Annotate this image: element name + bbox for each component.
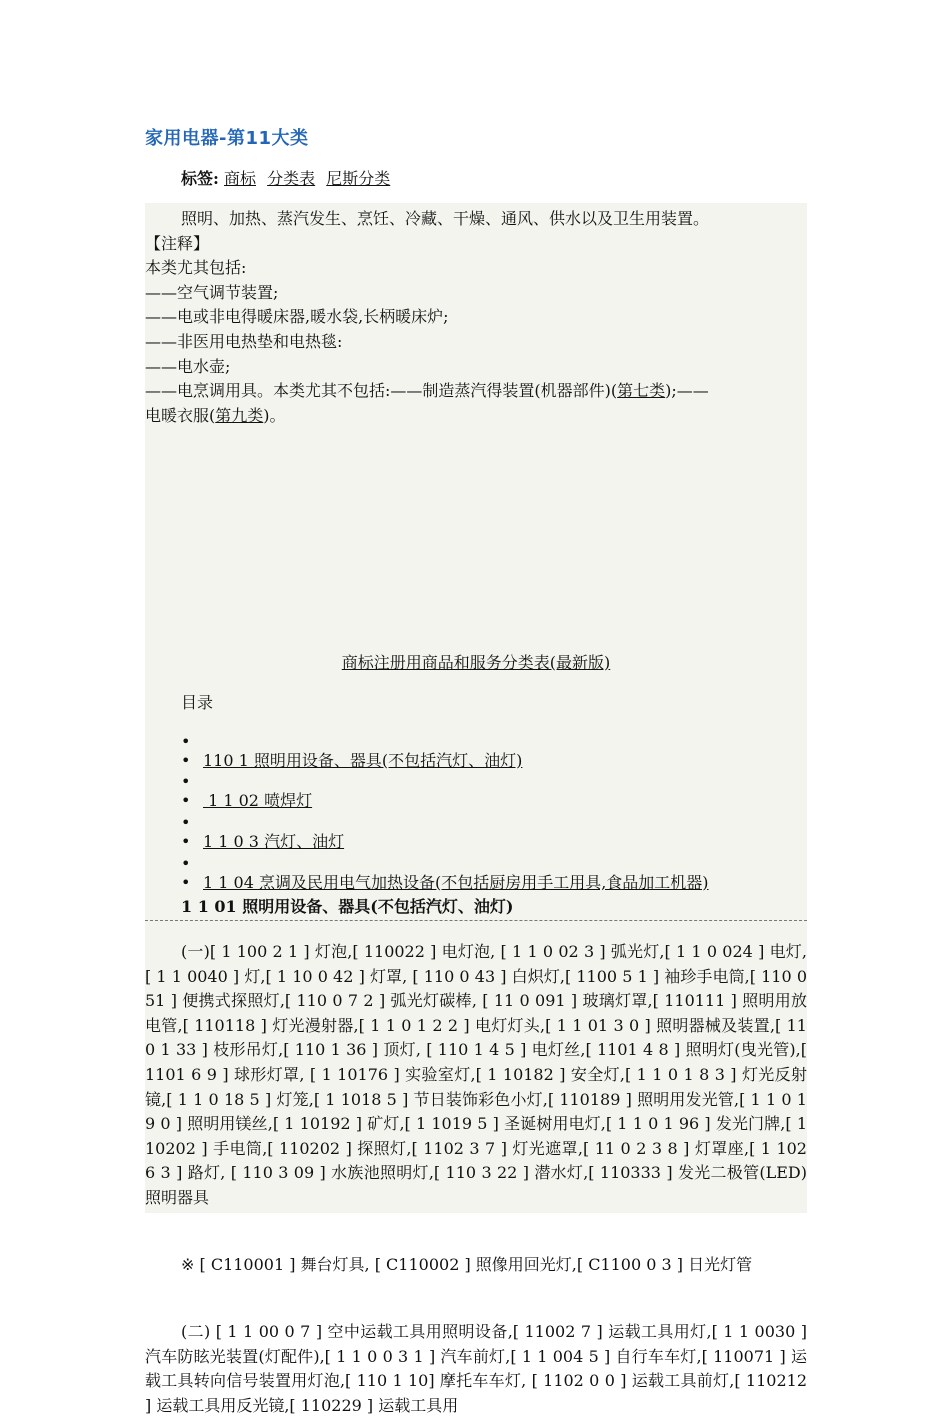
toc-item [181, 813, 344, 852]
toc-list [181, 772, 312, 811]
section-divider [145, 920, 807, 921]
intro-text: )。 [263, 405, 286, 425]
tags-row [181, 166, 396, 189]
goods-paragraph-2: ※ [ C110001 ] 舞台灯具, [ C110002 ] 照像用回光灯,[ C1100 0 3 ] 日光灯管 [181, 1255, 753, 1274]
note-label: 【注释】 [145, 233, 210, 253]
intro-line: 照明、加热、蒸汽发生、烹饪、冷藏、干燥、通风、供水以及卫生用装置。 [181, 209, 710, 228]
intro-line: ——电水壶; [145, 356, 231, 376]
toc-item [181, 854, 709, 893]
classification-table-link-wrap [145, 650, 807, 673]
toc-link[interactable]: 110 1 照明用设备、器具(不包括汽灯、油灯) [203, 751, 523, 770]
toc-list [181, 854, 709, 893]
tag-link-trademark[interactable]: 商标 [224, 169, 257, 188]
intro-text: 电暖衣服( [145, 405, 216, 425]
page-title: 家用电器-第11大类 [145, 128, 309, 149]
intro-line: ——空气调节装置; [145, 282, 279, 302]
goods-paragraph-1: (一)[ 1 100 2 1 ] 灯泡,[ 110022 ] 电灯泡, [ 1 1 0 02 3 ] 弧光灯,[ 1 1 0 024 ] 电灯,[ 1 1 0040 ] 灯,[ 1 10 0 42 ] 灯罩, [ 110 0 43 ] 白炽灯,[ 1100 5 1 ] 袖珍手电筒,[ 110 0 51 ] 便携式探照灯,[ 110 0 7 2 ] 弧光灯碳棒, [ 11 0 091 ] 玻璃灯罩,[ 110111 ] 照明用放电管,[ 110118 ] 灯光漫射器,[ 1 1 0 1 2 2 ] 电灯灯头,[ 1 1 01 3 0 ] 照明器械及装置,[ 110 1 33 ] 枝形吊灯,[ 110 1 36 ] 顶灯, [ 110 1 4 5 ] 电灯丝,[ 1101 4 8 ] 照明灯(曳光管),[ 1101 6 9 ] 球形灯罩, [ 1 10176 ] 实验室灯,[ 1 10182 ] 安全灯,[ 1 1 0 1 8 3 ] 灯光反射镜,[ 1 1 0 18 5 ] 灯笼,[ 1 1018 5 ] 节日装饰彩色小灯,[ 110189 ] 照明用发光管,[ 1 1 0 1 9 0 ] 照明用镁丝,[ 1 10192 ] 矿灯,[ 1 1019 5 ] 圣诞树用电灯,[ 1 1 0 1 96 ] 发光门牌,[ 1 10202 ] 手电筒,[ 110202 ] 探照灯,[ 1102 3 7 ] 灯光遮罩,[ 11 0 2 3 8 ] 灯罩座,[ 1 102 6 3 ] 路灯, [ 110 3 09 ] 水族池照明灯,[ 110 3 22 ] 潜水灯,[ 110333 ] 发光二极管(LED)照明器具 [145, 942, 807, 1207]
toc-link[interactable]: 1 1 0 3 汽灯、油灯 [203, 832, 345, 851]
bullet-icon: • • [181, 854, 191, 892]
goods-paragraph-3: (二) [ 1 1 00 0 7 ] 空中运载工具用照明设备,[ 11002 7 ] 运载工具用灯,[ 1 1 0030 ] 汽车防眩光装置(灯配件),[ 1 1 0 0 3 1 ] 汽车前灯,[ 1 1 004 5 ] 自行车车灯,[ 110071 ] 运载工具转向信号装置用灯泡,[ 110 1 10] 摩托车车灯, [ 1102 0 0 ] 运载工具前灯,[ 110212 ] 运载工具用反光镜,[ 110229 ] 运载工具用 [145, 1322, 807, 1415]
intro-line: 本类尤其包括: [145, 258, 247, 278]
toc-list [181, 732, 522, 771]
tags-label: 标签: [181, 169, 219, 188]
toc-link[interactable]: 1 1 02 喷焊灯 [203, 791, 313, 810]
toc-heading: 目录 [181, 693, 214, 712]
intro-text: );—— [665, 381, 709, 401]
toc-list [181, 813, 344, 852]
tag-link-nice[interactable]: 尼斯分类 [326, 169, 391, 188]
class-9-link[interactable]: 第九类 [215, 405, 264, 425]
toc-item [181, 772, 312, 811]
toc-item [181, 732, 522, 771]
toc-link[interactable]: 1 1 04 烹调及民用电气加热设备(不包括厨房用手工用具,食品加工机器) [203, 873, 709, 892]
intro-line: ——电或非电得暖床器,暖水袋,长柄暖床炉; [145, 307, 449, 327]
bullet-icon: • • [181, 732, 191, 770]
intro-line [145, 379, 709, 404]
intro-line [145, 404, 286, 429]
intro-line: ——非医用电热垫和电热毯: [145, 332, 343, 351]
section-title: 1 1 01 照明用设备、器具(不包括汽灯、油灯) [181, 897, 514, 916]
class-7-link[interactable]: 第七类 [617, 381, 666, 401]
bullet-icon: • • [181, 813, 191, 851]
classification-table-link[interactable]: 商标注册用商品和服务分类表(最新版) [341, 653, 611, 672]
article-body [145, 203, 807, 1415]
bullet-icon: • • [181, 772, 191, 810]
intro-text: ——电烹调用具。本类尤其不包括:——制造蒸汽得装置(机器部件)( [145, 381, 618, 401]
tag-link-classification[interactable]: 分类表 [267, 169, 316, 188]
